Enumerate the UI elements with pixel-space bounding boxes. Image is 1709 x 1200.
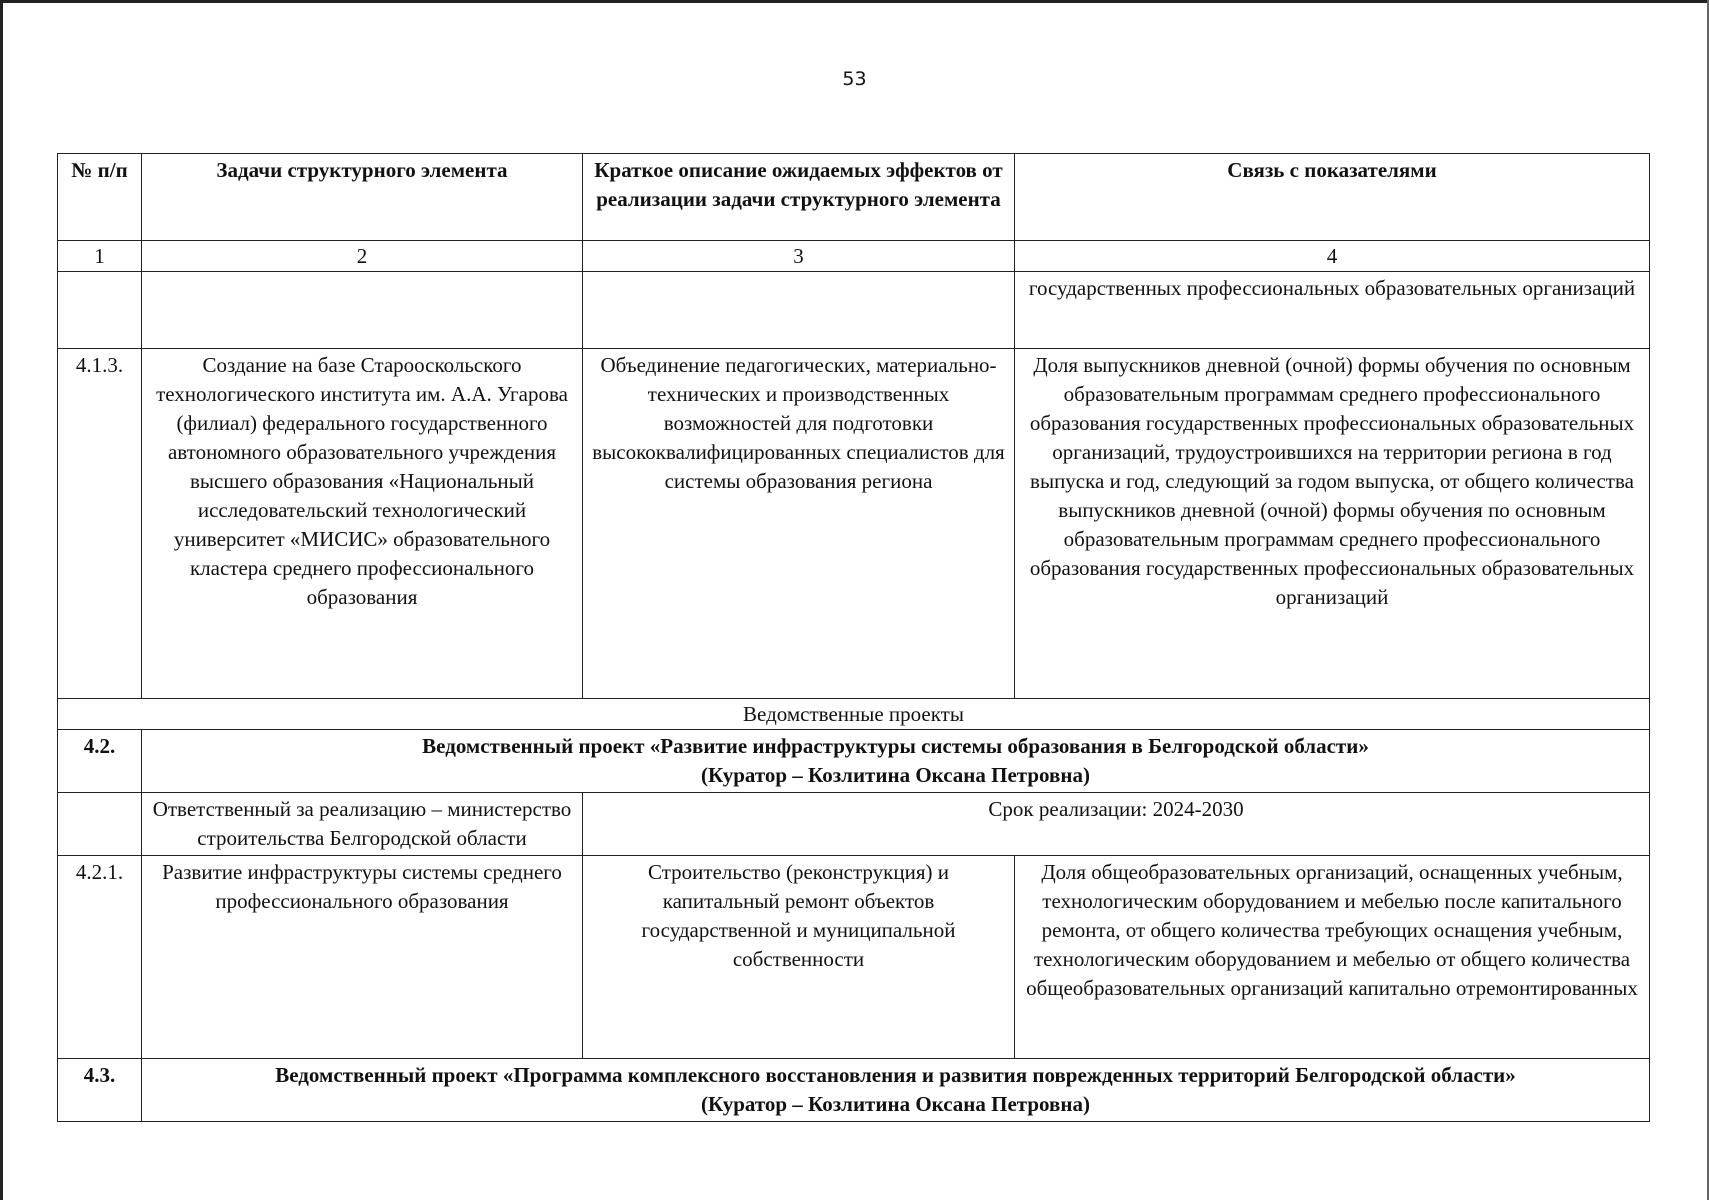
project-title-cell bbox=[142, 730, 1650, 793]
column-index: 2 bbox=[142, 241, 583, 272]
column-index: 4 bbox=[1015, 241, 1650, 272]
section-title: Ведомственные проекты bbox=[58, 699, 1650, 730]
project-curator: (Куратор – Козлитина Оксана Петровна) bbox=[701, 1092, 1090, 1116]
cell-task bbox=[142, 272, 583, 349]
section-row bbox=[58, 699, 1650, 730]
column-index: 3 bbox=[583, 241, 1015, 272]
cell-number bbox=[58, 272, 142, 349]
page-edge-left bbox=[0, 0, 3, 1200]
header-row bbox=[58, 154, 1650, 241]
page-edge-top bbox=[0, 0, 1709, 3]
responsible-cell: Ответственный за реализацию – министерство строительства Белгородской области bbox=[142, 793, 583, 856]
project-title: Ведомственный проект «Развитие инфраструктуры системы образования в Белгородской области» bbox=[422, 734, 1369, 758]
header-indicators: Связь с показателями bbox=[1015, 154, 1650, 241]
term-cell: Срок реализации: 2024-2030 bbox=[583, 793, 1650, 856]
project-number: 4.2. bbox=[58, 730, 142, 793]
column-index: 1 bbox=[58, 241, 142, 272]
page-number: 53 bbox=[842, 68, 867, 90]
table-row bbox=[58, 349, 1650, 699]
cell-task: Создание на базе Старооскольского технологического института им. А.А. Угарова (филиал) федерального государственного автономного образовательного учреждения высшего образования «Национальный исследовательский технологический университет «МИСИС» образовательного кластера среднего профессионального образования bbox=[142, 349, 583, 699]
responsible-row bbox=[58, 793, 1650, 856]
cell-effect: Объединение педагогических, материально-технических и производственных возможностей для подготовки высококвалифицированных специалистов для системы образования региона bbox=[583, 349, 1015, 699]
project-row bbox=[58, 730, 1650, 793]
cell-number: 4.1.3. bbox=[58, 349, 142, 699]
cell-indicator: Доля выпускников дневной (очной) формы обучения по основным образовательным программам среднего профессионального образования государственных профессиональных образовательных организаций, трудоустроившихся на территории региона в год выпуска и год, следующий за годом выпуска, от общего количества выпускников дневной (очной) формы обучения по основным образовательным программам среднего профессионального образования государственных профессиональных образовательных организаций bbox=[1015, 349, 1650, 699]
header-effects: Краткое описание ожидаемых эффектов от реализации задачи структурного элемента bbox=[583, 154, 1015, 241]
project-number: 4.3. bbox=[58, 1059, 142, 1122]
cell-effect bbox=[583, 272, 1015, 349]
cell-number bbox=[58, 793, 142, 856]
cell-number: 4.2.1. bbox=[58, 856, 142, 1059]
cell-task: Развитие инфраструктуры системы среднего профессионального образования bbox=[142, 856, 583, 1059]
column-index-row bbox=[58, 241, 1650, 272]
cell-indicator: государственных профессиональных образовательных организаций bbox=[1015, 272, 1650, 349]
structural-element-table bbox=[57, 153, 1650, 1122]
cell-effect: Строительство (реконструкция) и капитальный ремонт объектов государственной и муниципальной собственности bbox=[583, 856, 1015, 1059]
table-row bbox=[58, 272, 1650, 349]
project-curator: (Куратор – Козлитина Оксана Петровна) bbox=[701, 763, 1090, 787]
project-title-cell bbox=[142, 1059, 1650, 1122]
project-title: Ведомственный проект «Программа комплексного восстановления и развития поврежденных территорий Белгородской области» bbox=[275, 1063, 1516, 1087]
header-tasks: Задачи структурного элемента bbox=[142, 154, 583, 241]
project-row bbox=[58, 1059, 1650, 1122]
cell-indicator: Доля общеобразовательных организаций, оснащенных учебным, технологическим оборудованием и мебелью после капитального ремонта, от общего количества требующих оснащения учебным, технологическим оборудованием и мебелью от общего количества общеобразовательных организаций капитально отремонтированных bbox=[1015, 856, 1650, 1059]
table-row bbox=[58, 856, 1650, 1059]
header-number: № п/п bbox=[58, 154, 142, 241]
